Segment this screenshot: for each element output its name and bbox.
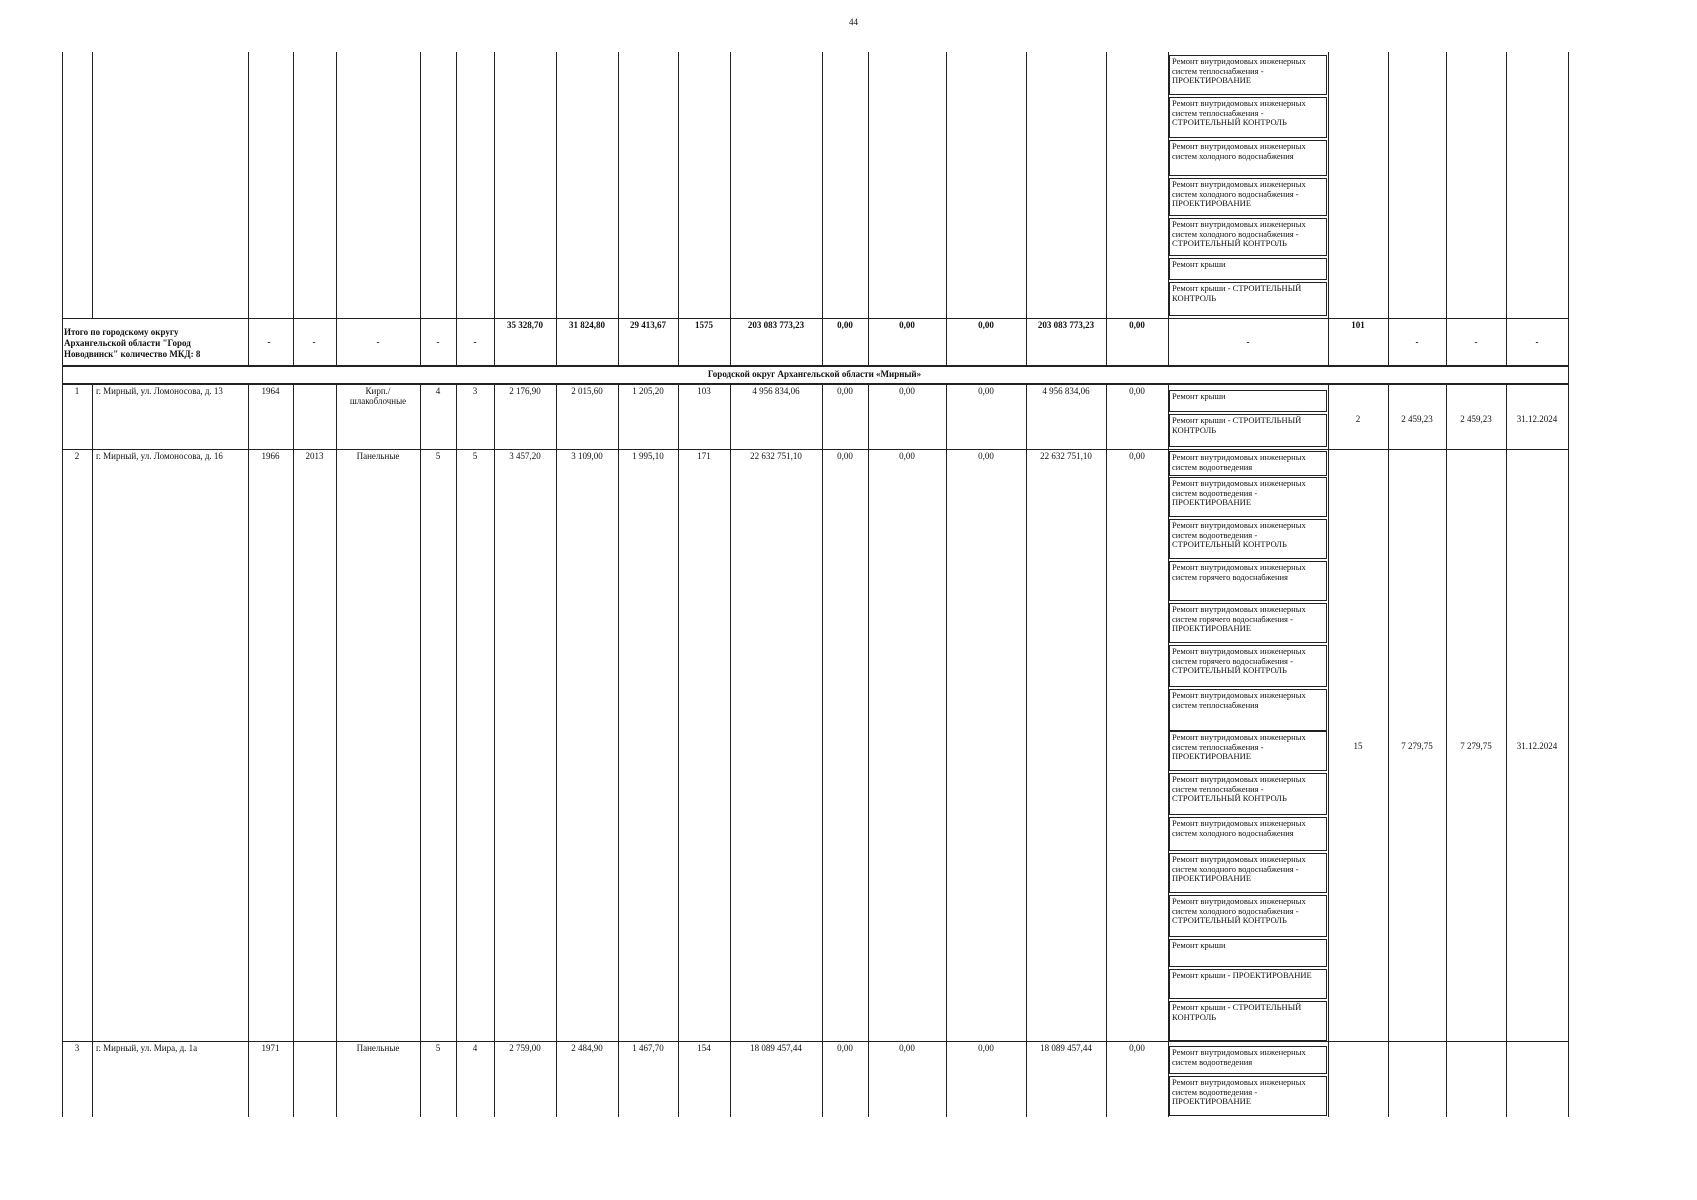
column-line xyxy=(92,52,93,318)
work-item: Ремонт внутридомовых инженерных систем горячего водоснабжения - СТРОИТЕЛЬНЫЙ КОНТРОЛЬ xyxy=(1169,645,1327,687)
row-cost-total: 22 632 751,10 xyxy=(750,451,802,461)
work-item: Ремонт крыши - СТРОИТЕЛЬНЫЙ КОНТРОЛЬ xyxy=(1169,282,1327,316)
total-cost-owners: 203 083 773,23 xyxy=(1037,320,1095,330)
column-line xyxy=(946,385,947,1117)
work-item: Ремонт внутридомовых инженерных систем водоотведения - ПРОЕКТИРОВАНИЕ xyxy=(1169,1076,1327,1116)
row-number: 3 xyxy=(74,1043,80,1053)
row-line xyxy=(62,366,1568,367)
row-max-cost: 2 459,23 xyxy=(1460,414,1492,424)
row-area-premises: 2 484,90 xyxy=(571,1043,603,1053)
work-item: Ремонт внутридомовых инженерных систем теплоснабжения xyxy=(1169,689,1327,731)
row-wall-material: Панельные xyxy=(356,1043,400,1053)
column-line xyxy=(730,385,731,1117)
row-cost-regional: 0,00 xyxy=(899,386,915,396)
work-item: Ремонт крыши - СТРОИТЕЛЬНЫЙ КОНТРОЛЬ xyxy=(1169,414,1327,447)
column-line xyxy=(1106,385,1107,1117)
row-area-residential: 1 467,70 xyxy=(632,1043,664,1053)
column-line xyxy=(293,385,294,1117)
row-deadline: 31.12.2024 xyxy=(1516,741,1558,751)
row-area-total: 2 759,00 xyxy=(509,1043,541,1053)
total-dash: - xyxy=(376,337,380,347)
total-label-line-3: Новодвинск" количество МКД: 8 xyxy=(64,349,201,359)
row-year-built: 1971 xyxy=(261,1043,280,1053)
column-line xyxy=(822,385,823,1117)
work-item: Ремонт крыши - СТРОИТЕЛЬНЫЙ КОНТРОЛЬ xyxy=(1169,1001,1327,1041)
column-line xyxy=(420,385,421,1117)
row-entrances: 3 xyxy=(472,386,478,396)
row-line xyxy=(62,449,1568,450)
row-number: 1 xyxy=(74,386,80,396)
row-area-residential: 1 205,20 xyxy=(632,386,664,396)
row-line xyxy=(62,1041,1568,1042)
row-cost-total: 4 956 834,06 xyxy=(752,386,800,396)
page-number: 44 xyxy=(849,17,858,27)
column-line xyxy=(336,385,337,1117)
work-item: Ремонт внутридомовых инженерных систем холодного водоснабжения - СТРОИТЕЛЬНЫЙ КОНТРОЛЬ xyxy=(1169,218,1327,256)
work-item: Ремонт внутридомовых инженерных систем холодного водоснабжения - СТРОИТЕЛЬНЫЙ КОНТРОЛЬ xyxy=(1169,895,1327,937)
row-area-total: 2 176,90 xyxy=(509,386,541,396)
total-cost-federal: 0,00 xyxy=(837,320,853,330)
row-address: г. Мирный, ул. Ломоносова, д. 13 xyxy=(96,386,223,396)
row-cost-owners: 22 632 751,10 xyxy=(1040,451,1092,461)
work-item: Ремонт внутридомовых инженерных систем водоотведения xyxy=(1169,451,1327,476)
row-count: 15 xyxy=(1353,741,1363,751)
row-cost-other: 0,00 xyxy=(1129,451,1145,461)
column-line xyxy=(248,385,249,1117)
row-wall-material: Кирп./ xyxy=(365,386,391,396)
total-dash: - xyxy=(1246,337,1250,347)
total-label-line-2: Архангельской области "Город xyxy=(64,338,191,348)
work-item: Ремонт внутридомовых инженерных систем холодного водоснабжения - ПРОЕКТИРОВАНИЕ xyxy=(1169,853,1327,893)
row-residents: 103 xyxy=(697,386,711,396)
column-line xyxy=(678,385,679,1117)
total-area-residential: 29 413,67 xyxy=(630,320,666,330)
row-address: г. Мирный, ул. Мира, д. 1а xyxy=(96,1043,198,1053)
column-line xyxy=(62,52,63,1117)
work-item: Ремонт внутридомовых инженерных систем горячего водоснабжения - ПРОЕКТИРОВАНИЕ xyxy=(1169,603,1327,643)
row-cost-federal: 0,00 xyxy=(837,386,853,396)
total-cost-local: 0,00 xyxy=(978,320,994,330)
row-year-repair: 2013 xyxy=(305,451,324,461)
total-dash: - xyxy=(473,337,477,347)
work-item: Ремонт внутридомовых инженерных систем холодного водоснабжения xyxy=(1169,817,1327,851)
row-cost-federal: 0,00 xyxy=(837,1043,853,1053)
work-item: Ремонт внутридомовых инженерных систем водоотведения - ПРОЕКТИРОВАНИЕ xyxy=(1169,477,1327,517)
row-area-residential: 1 995,10 xyxy=(632,451,664,461)
total-count: 101 xyxy=(1351,320,1365,330)
total-area-premises: 31 824,80 xyxy=(569,320,605,330)
row-entrances: 5 xyxy=(472,451,478,461)
column-line xyxy=(1026,385,1027,1117)
section-title: Городской округ Архангельской области «Мирный» xyxy=(707,369,922,379)
total-cost-regional: 0,00 xyxy=(899,320,915,330)
total-dash: - xyxy=(1535,337,1539,347)
column-line xyxy=(494,385,495,1117)
work-item: Ремонт внутридомовых инженерных систем теплоснабжения - ПРОЕКТИРОВАНИЕ xyxy=(1169,55,1327,95)
work-item: Ремонт внутридомовых инженерных систем водоотведения - СТРОИТЕЛЬНЫЙ КОНТРОЛЬ xyxy=(1169,519,1327,559)
row-deadline: 31.12.2024 xyxy=(1516,414,1558,424)
total-area-total: 35 328,70 xyxy=(507,320,543,330)
row-wall-material: Панельные xyxy=(356,451,400,461)
total-dash: - xyxy=(436,337,440,347)
row-unit-cost: 7 279,75 xyxy=(1401,741,1433,751)
column-line xyxy=(1568,52,1569,1117)
column-line xyxy=(1388,385,1389,1117)
row-floors: 5 xyxy=(435,451,441,461)
row-cost-other: 0,00 xyxy=(1129,1043,1145,1053)
column-line xyxy=(1506,385,1507,1117)
total-cost-other: 0,00 xyxy=(1129,320,1145,330)
row-cost-owners: 4 956 834,06 xyxy=(1042,386,1090,396)
row-wall-material-2: шлакоблочные xyxy=(349,396,407,406)
column-line xyxy=(618,385,619,1117)
work-item: Ремонт внутридомовых инженерных систем теплоснабжения - ПРОЕКТИРОВАНИЕ xyxy=(1169,731,1327,771)
total-dash: - xyxy=(1415,337,1419,347)
work-item: Ремонт крыши xyxy=(1169,258,1327,280)
row-line xyxy=(62,318,1568,319)
column-line xyxy=(556,385,557,1117)
row-floors: 5 xyxy=(435,1043,441,1053)
column-line xyxy=(1328,385,1329,1117)
total-dash: - xyxy=(1474,337,1478,347)
row-cost-regional: 0,00 xyxy=(899,1043,915,1053)
column-line xyxy=(456,385,457,1117)
total-dash: - xyxy=(312,337,316,347)
work-item: Ремонт крыши xyxy=(1169,390,1327,412)
total-cost-total: 203 083 773,23 xyxy=(747,320,805,330)
work-item: Ремонт внутридомовых инженерных систем холодного водоснабжения xyxy=(1169,140,1327,176)
work-item: Ремонт внутридомовых инженерных систем водоотведения xyxy=(1169,1046,1327,1074)
row-cost-local: 0,00 xyxy=(978,386,994,396)
row-year-built: 1964 xyxy=(261,386,280,396)
work-item: Ремонт внутридомовых инженерных систем теплоснабжения - СТРОИТЕЛЬНЫЙ КОНТРОЛЬ xyxy=(1169,773,1327,815)
row-cost-regional: 0,00 xyxy=(899,451,915,461)
row-count: 2 xyxy=(1355,414,1361,424)
row-year-built: 1966 xyxy=(261,451,280,461)
row-line xyxy=(62,384,1568,385)
row-entrances: 4 xyxy=(472,1043,478,1053)
work-item: Ремонт крыши - ПРОЕКТИРОВАНИЕ xyxy=(1169,969,1327,999)
row-cost-federal: 0,00 xyxy=(837,451,853,461)
row-max-cost: 7 279,75 xyxy=(1460,741,1492,751)
work-item: Ремонт крыши xyxy=(1169,939,1327,967)
column-line xyxy=(92,385,93,1117)
row-cost-local: 0,00 xyxy=(978,1043,994,1053)
row-area-total: 3 457,20 xyxy=(509,451,541,461)
row-cost-local: 0,00 xyxy=(978,451,994,461)
work-item: Ремонт внутридомовых инженерных систем теплоснабжения - СТРОИТЕЛЬНЫЙ КОНТРОЛЬ xyxy=(1169,97,1327,138)
work-item: Ремонт внутридомовых инженерных систем холодного водоснабжения - ПРОЕКТИРОВАНИЕ xyxy=(1169,178,1327,216)
work-item: Ремонт внутридомовых инженерных систем горячего водоснабжения xyxy=(1169,561,1327,601)
total-dash: - xyxy=(267,337,271,347)
row-area-premises: 3 109,00 xyxy=(571,451,603,461)
row-cost-owners: 18 089 457,44 xyxy=(1040,1043,1092,1053)
row-unit-cost: 2 459,23 xyxy=(1401,414,1433,424)
column-line xyxy=(868,385,869,1117)
row-residents: 154 xyxy=(697,1043,711,1053)
column-line xyxy=(1446,385,1447,1117)
row-number: 2 xyxy=(74,451,80,461)
total-label-line-1: Итого по городскому округу xyxy=(64,327,179,337)
row-cost-total: 18 089 457,44 xyxy=(750,1043,802,1053)
row-cost-other: 0,00 xyxy=(1129,386,1145,396)
row-floors: 4 xyxy=(435,386,441,396)
row-area-premises: 2 015,60 xyxy=(571,386,603,396)
row-residents: 171 xyxy=(697,451,711,461)
row-address: г. Мирный, ул. Ломоносова, д. 16 xyxy=(96,451,223,461)
total-residents: 1575 xyxy=(695,320,713,330)
